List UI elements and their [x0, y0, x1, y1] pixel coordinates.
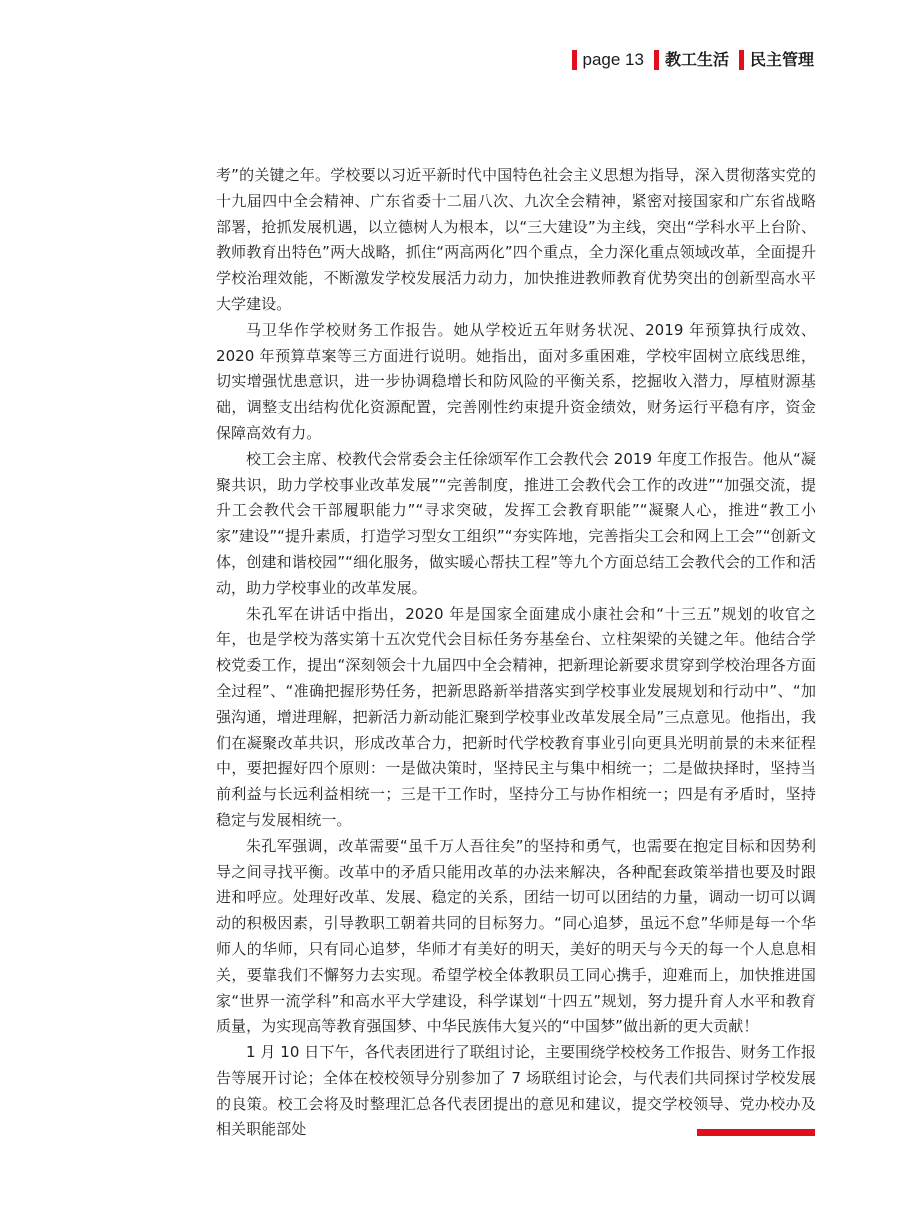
red-bar-marker [739, 50, 744, 70]
red-bar-marker [572, 50, 577, 70]
paragraph-speech: 朱孔军在讲话中指出，2020 年是国家全面建成小康社会和“十三五”规划的收官之年，也是学校为落实第十五次党代会目标任务夯基垒台、立柱架梁的关键之年。他结合学校党委工作，提出“深刻领会十九届四中全会精神，把新理论新要求贯穿到学校治理各方面全过程”、“准确把握形势任务，把新思路新举措落实到学校事业发展规划和行动中”、“加强沟通，增进理解，把新活力新动能汇聚到学校事业改革发展全局”三点意见。他指出，我们在凝聚改革共识，形成改革合力，把新时代学校教育事业引向更具光明前景的未来征程中，要把握好四个原则：一是做决策时，坚持民主与集中相统一；二是做抉择时，坚持当前利益与长远利益相统一；三是干工作时，坚持分工与协作相统一；四是有矛盾时，坚持稳定与发展相统一。 [216, 604, 816, 829]
header-subsection-segment [739, 49, 814, 71]
footer-red-bar [697, 1129, 815, 1136]
header-page-segment [572, 49, 644, 71]
section-title: 教工生活 [664, 50, 729, 69]
page-number: page 13 [582, 50, 644, 69]
paragraph-union-report: 校工会主席、校教代会常委会主任徐颂军作工会教代会 2019 年度工作报告。他从“凝聚共识，助力学校事业改革发展”“完善制度，推进工会教代会工作的改进”“加强交流，提升工会教代会干部履职能力”“寻求突破，发挥工会教育职能”“凝聚人心，推进“教工小家”建设”“提升素质，打造学习型女工组织”“夯实阵地，完善指尖工会和网上工会”“创新文体，创建和谐校园”“细化服务，做实暖心帮扶工程”等九个方面总结工会教代会的工作和活动，助力学校事业的改革发展。 [216, 449, 816, 597]
header-section-segment [654, 49, 729, 71]
running-header [572, 49, 814, 71]
paragraph-reform: 朱孔军强调，改革需要“虽千万人吾往矣”的坚持和勇气，也需要在抱定目标和因势利导之间寻找平衡。改革中的矛盾只能用改革的办法来解决，各种配套政策举措也要及时跟进和呼应。处理好改革、发展、稳定的关系，团结一切可以团结的力量，调动一切可以调动的积极因素，引导教职工朝着共同的目标努力。“同心追梦，虽远不怠”华师是每一个华师人的华师，只有同心追梦，华师才有美好的明天，美好的明天与今天的每一个人息息相关，要靠我们不懈努力去实现。希望学校全体教职员工同心携手，迎难而上，加快推进国家“世界一流学科”和高水平大学建设，科学谋划“十四五”规划，努力提升育人水平和教育质量，为实现高等教育强国梦、中华民族伟大复兴的“中国梦”做出新的更大贡献！ [216, 836, 816, 1036]
article-body [216, 163, 816, 1143]
paragraph-continued: 考”的关键之年。学校要以习近平新时代中国特色社会主义思想为指导，深入贯彻落实党的十九届四中全会精神、广东省委十二届八次、九次全会精神，紧密对接国家和广东省战略部署，抢抓发展机遇，以立德树人为根本，以“三大建设”为主线，突出“学科水平上台阶、教师教育出特色”两大战略，抓住“两高两化”四个重点，全力深化重点领域改革，全面提升学校治理效能，不断激发学校发展活力动力，加快推进教师教育优势突出的创新型高水平大学建设。 [216, 166, 816, 313]
subsection-title: 民主管理 [749, 50, 814, 69]
paragraph-finance-report: 马卫华作学校财务工作报告。她从学校近五年财务状况、2019 年预算执行成效、2020 年预算草案等三方面进行说明。她指出，面对多重困难，学校牢固树立底线思维，切实增强忧患意识，进一步协调稳增长和防风险的平衡关系，挖掘收入潜力，厚植财源基础，调整支出结构优化资源配置，完善刚性约束提升资金绩效，财务运行平稳有序，资金保障高效有力。 [216, 320, 816, 442]
paragraph-group-discussion: 1 月 10 日下午，各代表团进行了联组讨论，主要围绕学校校务工作报告、财务工作报告等展开讨论；全体在校校领导分别参加了 7 场联组讨论会，与代表们共同探讨学校发展的良策。校工会将及时整理汇总各代表团提出的意见和建议，提交学校领导、党办校办及相关职能部处 [216, 1043, 816, 1139]
red-bar-marker [654, 50, 659, 70]
